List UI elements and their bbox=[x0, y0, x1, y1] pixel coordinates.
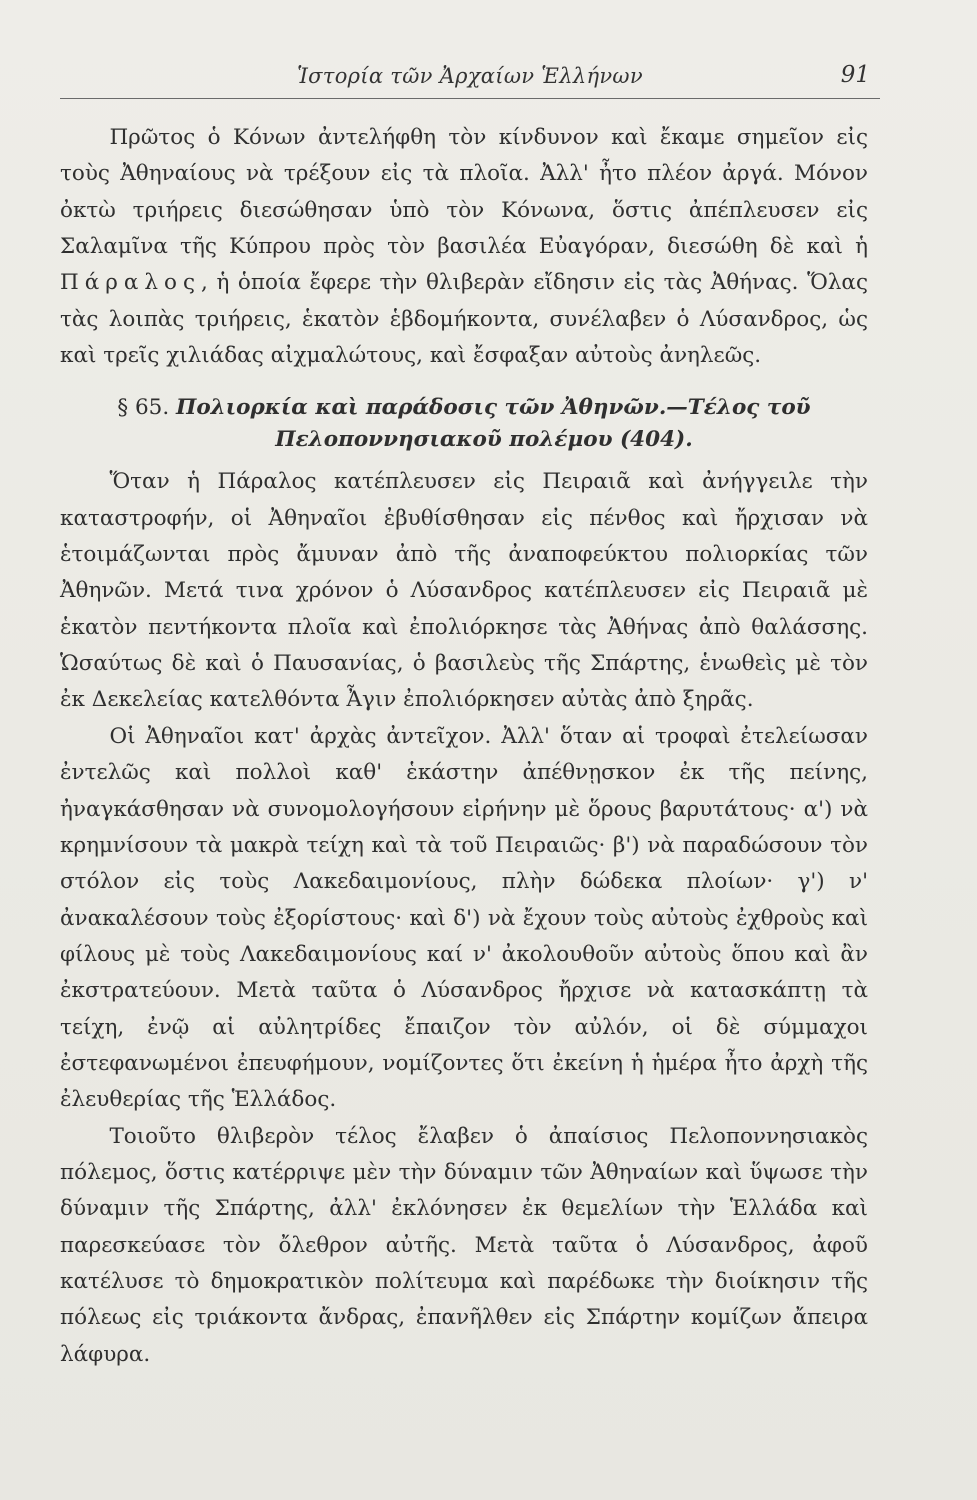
section-title-line-2: Πελοποννησιακοῦ πολέμου (404). bbox=[275, 427, 693, 453]
paragraph-1-part-a: Πρῶτος ὁ Κόνων ἀντελήφθη τὸν κίνδυνον καὶ ἔκαμε σημεῖον εἰς τοὺς Ἀθηναίους νὰ τρέξουν εἰς τὰ πλοῖα. Ἀλλ' ἦτο πλέον ἀργά. Μόνον ὀκτὼ τριήρεις διεσώθησαν ὑπὸ τὸν Κόνωνα, ὅστις ἀπέπλευσεν εἰς Σαλαμῖνα τῆς Κύπρου πρὸς τὸν βασιλέα Εὐαγόραν, διεσώθη δὲ καὶ ἡ bbox=[60, 125, 868, 260]
page-number: 91 bbox=[840, 62, 870, 88]
section-title-line-1: Πολιορκία καὶ παράδοσις τῶν Ἀθηνῶν.—Τέλος τοῦ bbox=[176, 395, 811, 421]
section-heading bbox=[60, 392, 868, 456]
running-header bbox=[60, 58, 880, 99]
running-title: Ἱστορία τῶν Ἀρχαίων Ἑλλήνων bbox=[297, 64, 643, 88]
body-text bbox=[60, 120, 868, 1373]
paragraph-1-part-b: , ἡ ὁποία ἔφερε τὴν θλιβερὰν εἴδησιν εἰς τὰς Ἀθήνας. Ὅλας τὰς λοιπὰς τριήρεις, ἑκατὸν ἑβδομήκοντα, συνέλαβεν ὁ Λύσανδρος, ὡς καὶ τρεῖς χιλιάδας αἰχμαλώτους, καὶ ἔσφαξαν αὐτοὺς ἀνηλεῶς. bbox=[60, 270, 868, 369]
section-number: § 65. bbox=[117, 395, 170, 421]
paragraph-1 bbox=[60, 120, 868, 374]
paragraph-2: Ὅταν ἡ Πάραλος κατέπλευσεν εἰς Πειραιᾶ καὶ ἀνήγγειλε τὴν καταστροφήν, οἱ Ἀθηναῖοι ἐβυθίσθησαν εἰς πένθος καὶ ἤρχισαν νὰ ἑτοιμάζωνται πρὸς ἄμυναν ἀπὸ τῆς ἀναποφεύκτου πολιορκίας τῶν Ἀθηνῶν. Μετά τινα χρόνον ὁ Λύσανδρος κατέπλευσεν εἰς Πειραιᾶ μὲ ἑκατὸν πεντήκοντα πλοῖα καὶ ἐπολιόρκησε τὰς Ἀθήνας ἀπὸ θαλάσσης. Ὡσαύτως δὲ καὶ ὁ Παυσανίας, ὁ βασιλεὺς τῆς Σπάρτης, ἑνωθεὶς μὲ τὸν ἐκ Δεκελείας κατελθόντα Ἆγιν ἐπολιόρκησεν αὐτὰς ἀπὸ ξηρᾶς. bbox=[60, 469, 868, 713]
paragraph-3: Οἱ Ἀθηναῖοι κατ' ἀρχὰς ἀντεῖχον. Ἀλλ' ὅταν αἱ τροφαὶ ἐτελείωσαν ἐντελῶς καὶ πολλοὶ καθ' ἑκάστην ἀπέθνῃσκον ἐκ τῆς πείνης, ἠναγκάσθησαν νὰ συνομολογήσουν εἰρήνην μὲ ὅρους βαρυτάτους· α') νὰ κρημνίσουν τὰ μακρὰ τείχη καὶ τὰ τοῦ Πειραιῶς· β') νὰ παραδώσουν τὸν στόλον εἰς τοὺς Λακεδαιμονίους, πλὴν δώδεκα πλοίων· γ') ν' ἀνακαλέσουν τοὺς ἐξορίστους· καὶ δ') νὰ ἔχουν τοὺς αὐτοὺς ἐχθροὺς καὶ φίλους μὲ τοὺς Λακεδαιμονίους καί ν' ἀκολουθοῦν αὐτοὺς ὅπου καὶ ἂν ἐκστρατεύουν. Μετὰ ταῦτα ὁ Λύσανδρος ἤρχισε νὰ κατασκάπτῃ τὰ τείχη, ἐνῷ αἱ αὐλητρίδες ἔπαιζον τὸν αὐλόν, οἱ δὲ σύμμαχοι ἐστεφανωμένοι ἐπευφήμουν, νομίζοντες ὅτι ἐκείνη ἡ ἡμέρα ἦτο ἀρχὴ τῆς ἐλευθερίας τῆς Ἑλλάδος. bbox=[60, 723, 868, 1113]
spaced-word-paralos: Πάραλος bbox=[60, 270, 202, 296]
paragraph-4: Τοιοῦτο θλιβερὸν τέλος ἔλαβεν ὁ ἀπαίσιος Πελοποννησιακὸς πόλεμος, ὅστις κατέρριψε μὲν τὴν δύναμιν τῶν Ἀθηναίων καὶ ὕψωσε τὴν δύναμιν τῆς Σπάρτης, ἀλλ' ἐκλόνησεν ἐκ θεμελίων τὴν Ἑλλάδα καὶ παρεσκεύασε τὸν ὄλεθρον αὐτῆς. Μετὰ ταῦτα ὁ Λύσανδρος, ἀφοῦ κατέλυσε τὸ δημοκρατικὸν πολίτευμα καὶ παρέδωκε τὴν διοίκησιν τῆς πόλεως εἰς τριάκοντα ἄνδρας, ἐπανῆλθεν εἰς Σπάρτην κομίζων ἄπειρα λάφυρα. bbox=[60, 1123, 868, 1367]
